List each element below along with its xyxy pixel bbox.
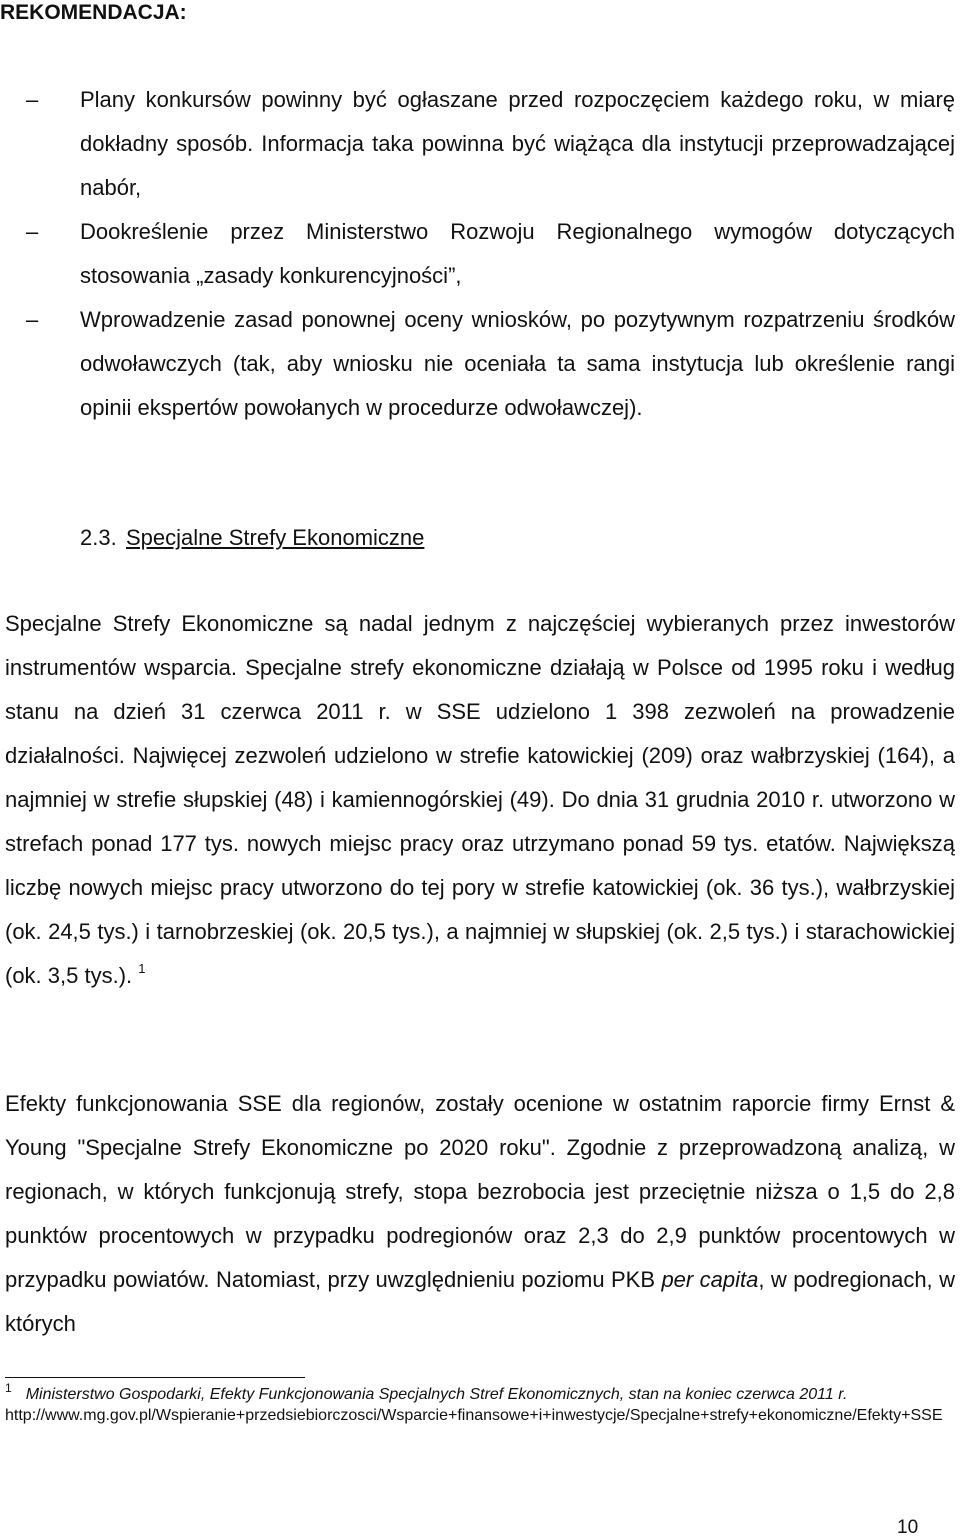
- paragraph-sse-overview: [5, 602, 955, 998]
- paragraph-text: Efekty funkcjonowania SSE dla regionów, zostały ocenione w ostatnim raporcie firmy Ernst & Young "Specjalne Strefy Ekonomiczne po 2020 roku". Zgodnie z przeprowadzoną analizą, w regionach, w których funkcjonują strefy, stopa bezrobocia jest przeciętnie niższa o 1,5 do 2,8 punktów procentowych w przypadku podregionów oraz 2,3 do 2,9 punktów procentowych w przypadku powiatów. Natomiast, przy uwzględnieniu poziomu PKB: [5, 1091, 955, 1292]
- dash-bullet-icon: –: [26, 219, 39, 244]
- section-heading: [80, 516, 424, 560]
- list-item: [0, 78, 955, 210]
- page-number: 10: [897, 1517, 919, 1538]
- footnote-reference[interactable]: 1: [138, 961, 146, 976]
- footnote-mark: 1: [5, 1381, 12, 1395]
- list-item-text: Plany konkursów powinny być ogłaszane przed rozpoczęciem każdego roku, w miarę dokładny sposób. Informacja taka powinna być wiążąca dla instytucji przeprowadzającej nabór,: [80, 87, 955, 200]
- footnote: [5, 1381, 960, 1426]
- section-number: 2.3.: [80, 525, 117, 550]
- dash-bullet-icon: –: [26, 307, 39, 332]
- footnote-url-link[interactable]: http://www.mg.gov.pl/Wspieranie+przedsiebiorczosci/Wsparcie+finansowe+i+inwestycje/Specjalne+strefy+ekonomiczne/Efekty+SSE: [5, 1407, 943, 1424]
- list-item-text: Dookreślenie przez Ministerstwo Rozwoju Regionalnego wymogów dotyczących stosowania „zasady konkurencyjności”,: [80, 219, 955, 288]
- recommendation-heading: REKOMENDACJA:: [0, 1, 187, 24]
- paragraph-sse-effects: [5, 1082, 955, 1346]
- list-item-text: Wprowadzenie zasad ponownej oceny wniosków, po pozytywnym rozpatrzeniu środków odwoławczych (tak, aby wniosku nie oceniała ta sama instytucja lub określenie rangi opinii ekspertów powołanych w procedurze odwoławczej).: [80, 307, 955, 420]
- footnote-source: Ministerstwo Gospodarki, Efekty Funkcjonowania Specjalnych Stref Ekonomicznych, stan na koniec czerwca 2011 r.: [25, 1386, 848, 1403]
- emphasis-text: per capita: [661, 1267, 759, 1292]
- dash-bullet-icon: –: [26, 87, 39, 112]
- recommendation-list: [0, 78, 955, 430]
- footnote-divider: [5, 1377, 305, 1378]
- list-item: [0, 210, 955, 298]
- section-title: Specjalne Strefy Ekonomiczne: [126, 525, 425, 550]
- footnote-source-line: [5, 1381, 960, 1405]
- paragraph-text: Specjalne Strefy Ekonomiczne są nadal jednym z najczęściej wybieranych przez inwestorów instrumentów wsparcia. Specjalne strefy ekonomiczne działają w Polsce od 1995 roku i według stanu na dzień 31 czerwca 2011 r. w SSE udzielono 1 398 zezwoleń na prowadzenie działalności. Najwięcej zezwoleń udzielono w strefie katowickiej (209) oraz wałbrzyskiej (164), a najmniej w strefie słupskiej (48) i kamiennogórskiej (49). Do dnia 31 grudnia 2010 r. utworzono w strefach ponad 177 tys. nowych miejsc pracy oraz utrzymano ponad 59 tys. etatów. Największą liczbę nowych miejsc pracy utworzono do tej pory w strefie katowickiej (ok. 36 tys.), wałbrzyskiej (ok. 24,5 tys.) i tarnobrzeskiej (ok. 20,5 tys.), a najmniej w słupskiej (ok. 2,5 tys.) i starachowickiej (ok. 3,5 tys.).: [5, 611, 955, 988]
- paragraph-text-continued: , w podregionach, w których: [5, 1267, 955, 1336]
- list-item: [0, 298, 955, 430]
